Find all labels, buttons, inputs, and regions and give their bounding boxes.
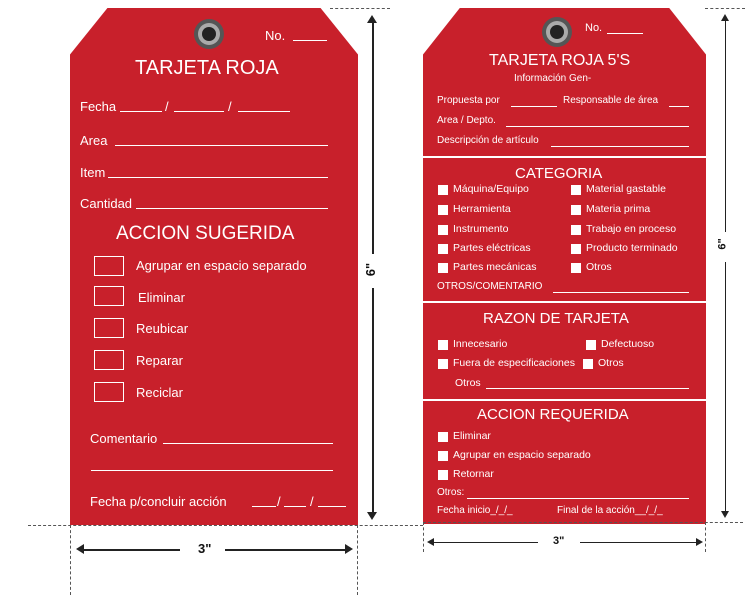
right-height-label: 6" bbox=[716, 238, 729, 250]
accion-checkbox-0[interactable] bbox=[438, 432, 448, 442]
razon-checkbox-1[interactable] bbox=[438, 359, 448, 369]
razon-checkbox-2[interactable] bbox=[586, 340, 596, 350]
action-label-agrupar: Agrupar en espacio separado bbox=[136, 258, 307, 273]
right-number-label: No. bbox=[585, 22, 603, 34]
categoria-left-label-0: Máquina/Equipo bbox=[453, 183, 529, 195]
categoria-checkbox-5[interactable] bbox=[571, 185, 581, 195]
categoria-right-label-3: Producto terminado bbox=[586, 242, 678, 254]
razon-right-label-0: Defectuoso bbox=[601, 338, 655, 350]
left-title: TARJETA ROJA bbox=[135, 57, 279, 79]
accion-label-2: Retornar bbox=[453, 468, 494, 480]
action-label-reubicar: Reubicar bbox=[136, 321, 189, 336]
left-fecha-label: Fecha bbox=[80, 99, 117, 114]
categoria-checkbox-2[interactable] bbox=[438, 225, 448, 235]
accion-label-0: Eliminar bbox=[453, 430, 491, 442]
descripcion-label: Descripción de artículo bbox=[437, 135, 539, 146]
left-item-label: Item bbox=[80, 165, 106, 180]
left-comentario-label: Comentario bbox=[90, 431, 158, 446]
right-eyelet-icon bbox=[540, 15, 574, 49]
left-action-title: ACCION SUGERIDA bbox=[116, 223, 295, 244]
responsable-label: Responsable de área bbox=[563, 95, 659, 106]
left-fecha-concluir-label: Fecha p/concluir acción bbox=[90, 494, 227, 509]
action-checkbox-reubicar[interactable] bbox=[94, 318, 124, 338]
accion-otros-label: Otros: bbox=[437, 487, 465, 498]
razon-title: RAZON DE TARJETA bbox=[483, 310, 629, 327]
razon-right-label-1: Otros bbox=[598, 357, 624, 369]
left-cantidad-label: Cantidad bbox=[80, 196, 133, 211]
razon-left-label-0: Innecesario bbox=[453, 338, 508, 350]
right-subtitle: Información Gen- bbox=[514, 73, 592, 84]
categoria-checkbox-3[interactable] bbox=[438, 244, 448, 254]
area-depto-label: Area / Depto. bbox=[437, 115, 496, 126]
action-checkbox-eliminar[interactable] bbox=[94, 286, 124, 306]
categoria-checkbox-4[interactable] bbox=[438, 263, 448, 273]
categoria-right-label-1: Materia prima bbox=[586, 203, 651, 215]
right-width-label: 3" bbox=[553, 535, 565, 547]
action-label-reparar: Reparar bbox=[136, 353, 183, 368]
left-eyelet-icon bbox=[192, 17, 226, 51]
accion-checkbox-1[interactable] bbox=[438, 451, 448, 461]
categoria-title: CATEGORIA bbox=[515, 165, 603, 182]
fecha-inicio-label: Fecha inicio_/_/_ bbox=[437, 505, 513, 516]
action-checkbox-reciclar[interactable] bbox=[94, 382, 124, 402]
left-area-label: Area bbox=[80, 133, 108, 148]
final-accion-label: Final de la acción__/_/_ bbox=[557, 505, 663, 516]
razon-otros-label: Otros bbox=[455, 377, 481, 389]
propuesta-label: Propuesta por bbox=[437, 95, 500, 106]
categoria-checkbox-6[interactable] bbox=[571, 205, 581, 215]
action-label-eliminar: Eliminar bbox=[138, 290, 185, 305]
action-checkbox-agrupar[interactable] bbox=[94, 256, 124, 276]
categoria-right-label-0: Material gastable bbox=[586, 183, 666, 195]
categoria-checkbox-7[interactable] bbox=[571, 225, 581, 235]
accion-checkbox-2[interactable] bbox=[438, 470, 448, 480]
categoria-checkbox-1[interactable] bbox=[438, 205, 448, 215]
categoria-left-label-1: Herramienta bbox=[453, 203, 511, 215]
right-title: TARJETA ROJA 5'S bbox=[489, 52, 631, 69]
razon-checkbox-3[interactable] bbox=[583, 359, 593, 369]
categoria-checkbox-8[interactable] bbox=[571, 244, 581, 254]
action-label-reciclar: Reciclar bbox=[136, 385, 183, 400]
left-width-label: 3" bbox=[198, 541, 212, 556]
categoria-checkbox-0[interactable] bbox=[438, 185, 448, 195]
action-checkbox-reparar[interactable] bbox=[94, 350, 124, 370]
razon-checkbox-0[interactable] bbox=[438, 340, 448, 350]
categoria-left-label-2: Instrumento bbox=[453, 223, 509, 235]
categoria-left-label-4: Partes mecánicas bbox=[453, 261, 537, 273]
categoria-right-label-4: Otros bbox=[586, 261, 612, 273]
otros-comentario-label: OTROS/COMENTARIO bbox=[437, 281, 543, 292]
categoria-right-label-2: Trabajo en proceso bbox=[586, 223, 677, 235]
categoria-left-label-3: Partes eléctricas bbox=[453, 242, 531, 254]
accion-label-1: Agrupar en espacio separado bbox=[453, 449, 591, 461]
categoria-checkbox-9[interactable] bbox=[571, 263, 581, 273]
left-height-label: 6" bbox=[363, 262, 379, 277]
accion-requerida-title: ACCION REQUERIDA bbox=[477, 406, 629, 423]
razon-left-label-1: Fuera de especificaciones bbox=[453, 357, 575, 369]
left-number-label: No. bbox=[265, 28, 286, 43]
